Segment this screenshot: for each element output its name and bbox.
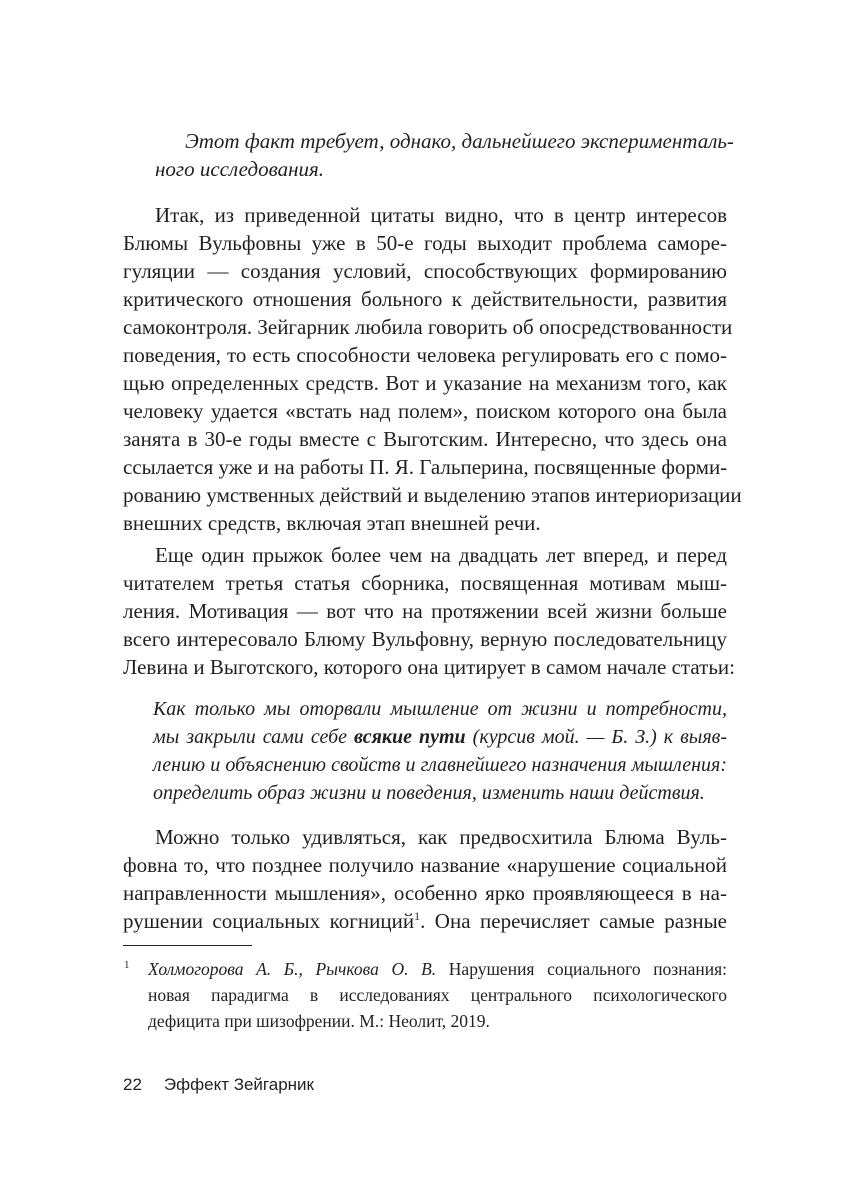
text-line: Еще один прыжок более чем на двадцать лет вперед, и перед — [155, 543, 727, 567]
footnote-reference[interactable]: 1 — [414, 909, 421, 923]
text-line: внешних средств, включая этап внешней речи. — [123, 511, 541, 535]
text-line: Можно только удивляться, как предвосхитила Блюма Вуль- — [155, 825, 727, 849]
quote-text: (курсив мой. — Б. З.) к выяв- — [465, 726, 727, 748]
text-segment: рушении социальных когниций — [123, 909, 415, 933]
text-line: человеку удается «встать над полем», поиском которого она была — [123, 399, 727, 423]
text-line: всего интересовало Блюму Вульфовну, верную последовательницу — [123, 627, 727, 651]
text-line: ссылается уже и на работы П. Я. Гальперина, посвященные форми- — [123, 455, 728, 479]
footnote-line: новая парадигма в исследованиях центрального психологического — [148, 985, 727, 1005]
footnote-authors: Холмогорова А. Б., Рычкова О. В. — [148, 959, 437, 979]
quote-line: лению и объяснению свойств и главнейшего назначения мышления: — [153, 754, 727, 776]
text-line: самоконтроля. Зейгарник любила говорить об опосредствованности — [123, 315, 733, 339]
running-title: Эффект Зейгарник — [163, 1075, 314, 1094]
quote-line: Как только мы оторвали мышление от жизни и потребности, — [153, 698, 727, 720]
page-number: 22 — [123, 1075, 142, 1094]
text-line: читателем третья статья сборника, посвященная мотивам мыш- — [123, 571, 727, 595]
footnote-separator — [123, 945, 252, 946]
footnote-marker: 1 — [124, 959, 130, 971]
quote-line — [153, 723, 727, 751]
text-line: Левина и Выготского, которого она цитирует в самом начале статьи: — [123, 655, 735, 679]
text-line — [123, 907, 727, 935]
text-line: критического отношения больного к действительности, развития — [123, 287, 727, 311]
page-footer — [123, 1074, 314, 1096]
footnote-line — [148, 956, 727, 982]
footnote-text: Нарушения социального познания: — [436, 959, 727, 979]
text-line: гуляции — создания условий, способствующих формированию — [123, 259, 727, 283]
text-line: Этот факт требует, однако, дальнейшего эксперименталь- — [185, 129, 734, 153]
text-segment: . Она перечисляет самые разные — [420, 909, 728, 933]
text-line: направленности мышления», особенно ярко проявляющееся в на- — [123, 881, 727, 905]
footnote-line: дефицита при шизофрении. М.: Неолит, 2019. — [148, 1011, 490, 1031]
text-line: ления. Мотивация — вот что на протяжении всей жизни больше — [123, 599, 727, 623]
emphasized-phrase: всякие пути — [354, 726, 466, 748]
text-line: фовна то, что позднее получило название «нарушение социальной — [123, 853, 727, 877]
quote-line: определить образ жизни и поведения, изменить наши действия. — [153, 782, 705, 804]
text-line: Блюмы Вульфовны уже в 50-е годы выходит проблема саморе- — [123, 231, 727, 255]
text-line: рованию умственных действий и выделению этапов интериоризации — [123, 483, 742, 507]
quote-text: мы закрыли сами себе — [153, 726, 355, 748]
text-line: поведения, то есть способности человека регулировать его с помо- — [123, 343, 727, 367]
text-line: ного исследования. — [155, 157, 325, 181]
text-line: Итак, из приведенной цитаты видно, что в центр интересов — [155, 203, 727, 227]
text-line: щью определенных средств. Вот и указание на механизм того, как — [123, 371, 727, 395]
text-line: занята в 30-е годы вместе с Выготским. Интересно, что здесь она — [123, 427, 727, 451]
